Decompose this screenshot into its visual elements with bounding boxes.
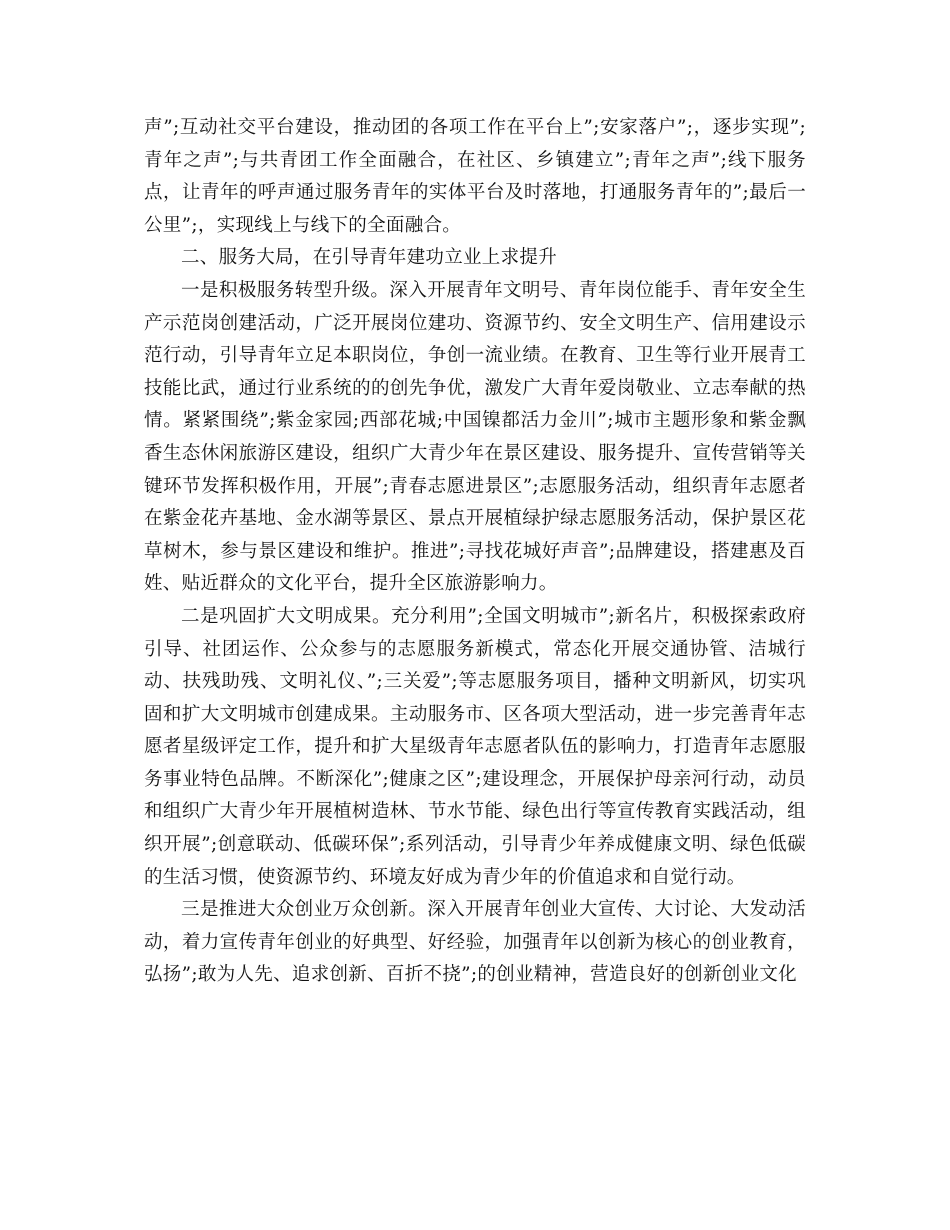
paragraph-transformation: 一是积极服务转型升级。深入开展青年文明号、青年岗位能手、青年安全生产示范岗创建活动，广泛开展岗位建功、资源节约、安全文明生产、信用建设示范行动，引导青年立足本职岗位，争创一流业绩。在教育、卫生等行业开展青工技能比武，通过行业系统的的创先争优，激发广大青年爱岗敬业、立志奉献的热情。紧紧围绕”;紫金家园;西部花城;中国镍都活力金川”;城市主题形象和紫金飘香生态休闲旅游区建设，组织广大青少年在景区建设、服务提升、宣传营销等关键环节发挥积极作用，开展”;青春志愿进景区”;志愿服务活动，组织青年志愿者在紫金花卉基地、金水湖等景区、景点开展植绿护绿志愿服务活动，保护景区花草树木，参与景区建设和维护。推进”;寻找花城好声音”;品牌建设，搭建惠及百姓、贴近群众的文化平台，提升全区旅游影响力。 xyxy=(144,279,806,595)
paragraph-continuation: 声”;互动社交平台建设，推动团的各项工作在平台上”;安家落户”;，逐步实现”;青年之声”;与共青团工作全面融合，在社区、乡镇建立”;青年之声”;线下服务点，让青年的呼声通过服务青年的实体平台及时落地，打通服务青年的”;最后一公里”;，实现线上与线下的全面融合。 xyxy=(144,117,806,236)
document-page xyxy=(144,112,806,992)
section-heading: 二、服务大局，在引导青年建功立业上求提升 xyxy=(181,247,558,269)
paragraph-entrepreneurship: 三是推进大众创业万众创新。深入开展青年创业大宣传、大讨论、大发动活动，着力宣传青年创业的好典型、好经验，加强青年以创新为核心的创业教育，弘扬”;敢为人先、追求创新、百折不挠”;的创业精神，营造良好的创新创业文化 xyxy=(144,899,806,986)
paragraph-civilization: 二是巩固扩大文明成果。充分利用”;全国文明城市”;新名片，积极探索政府引导、社团运作、公众参与的志愿服务新模式，常态化开展交通协管、洁城行动、扶残助残、文明礼仪、”;三关爱”;等志愿服务项目，播种文明新风，切实巩固和扩大文明城市创建成果。主动服务市、区各项大型活动，进一步完善青年志愿者星级评定工作，提升和扩大星级青年志愿者队伍的影响力，打造青年志愿服务事业特色品牌。不断深化”;健康之区”;建设理念，开展保护母亲河行动，动员和组织广大青少年开展植树造林、节水节能、绿色出行等宣传教育实践活动，组织开展”;创意联动、低碳环保”;系列活动，引导青少年养成健康文明、绿色低碳的生活习惯，使资源节约、环境友好成为青少年的价值追求和自觉行动。 xyxy=(144,605,806,888)
